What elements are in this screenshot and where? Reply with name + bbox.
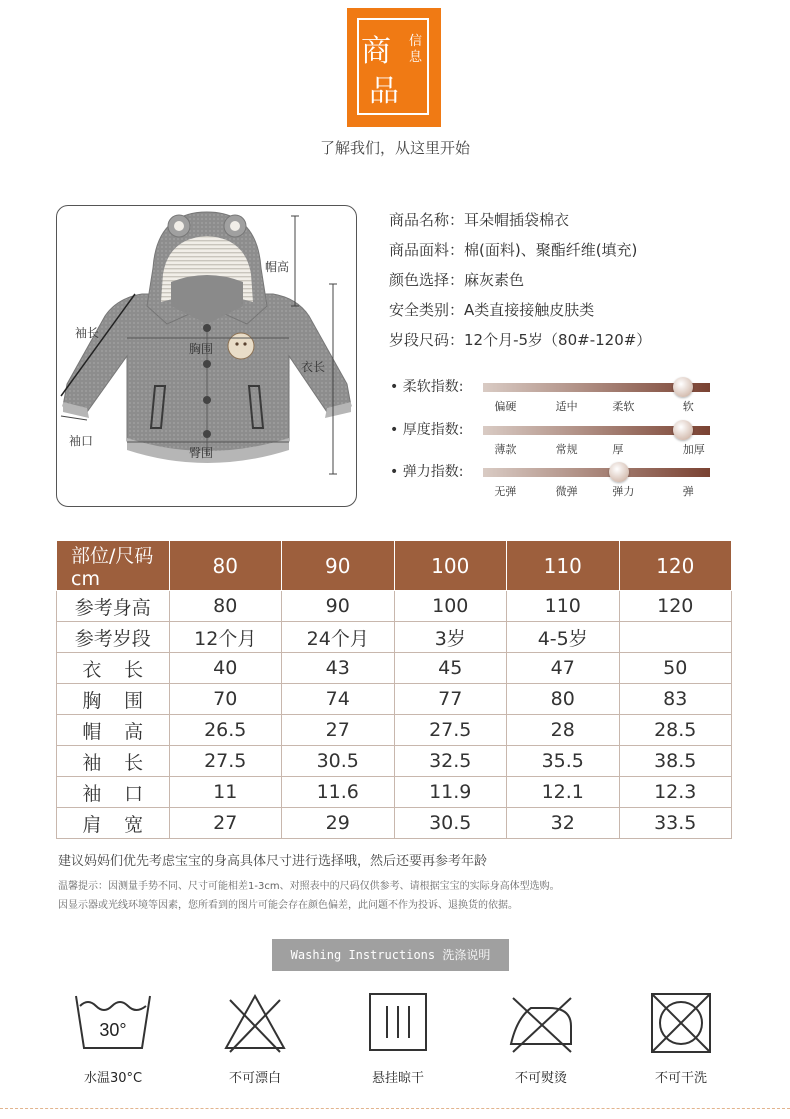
table-cell: 33.5 (619, 808, 732, 839)
badge-subtitle: 信息 (409, 34, 423, 65)
table-cell: 35.5 (507, 746, 620, 777)
table-row (57, 746, 732, 777)
label-body-length: 衣长 (301, 360, 326, 374)
index-tick-label: 无弹 (494, 485, 517, 498)
table-cell: 30.5 (394, 808, 507, 839)
row-label: 帽高 (57, 715, 170, 746)
table-row (57, 653, 732, 684)
header-cell: 部位/尺码cm (57, 541, 170, 591)
table-cell: 28.5 (619, 715, 732, 746)
info-color: 颜色选择：麻灰素色 (389, 271, 525, 289)
product-info-badge (347, 8, 441, 127)
size-advice: 建议妈妈们优先考虑宝宝的身高具体尺寸进行选择哦，然后还要再参考年龄 (58, 854, 488, 869)
table-cell: 24个月 (282, 622, 395, 653)
table-cell: 3岁 (394, 622, 507, 653)
info-name: 商品名称：耳朵帽插袋棉衣 (389, 211, 570, 229)
jacket-diagram (56, 205, 357, 507)
table-cell: 4-5岁 (507, 622, 620, 653)
bottom-divider (0, 1108, 790, 1109)
table-cell: 38.5 (619, 746, 732, 777)
no-iron-icon (505, 992, 577, 1058)
header-cell: 90 (282, 541, 395, 591)
table-cell: 12个月 (169, 622, 282, 653)
no-dry-clean-icon (650, 992, 712, 1058)
row-label: 参考身高 (57, 591, 170, 622)
row-label: 衣长 (57, 653, 170, 684)
index-tick-label: 加厚 (682, 443, 705, 456)
jacket-illustration (57, 206, 358, 508)
table-cell: 80 (169, 591, 282, 622)
wash-label-no-iron: 不可熨烫 (514, 1071, 567, 1086)
table-row (57, 622, 732, 653)
table-cell: 32.5 (394, 746, 507, 777)
index-tick-label: 弹 (682, 485, 694, 498)
washing-instructions-banner: Washing Instructions 洗涤说明 (272, 939, 509, 971)
table-cell: 83 (619, 684, 732, 715)
table-cell: 30.5 (282, 746, 395, 777)
table-cell: 110 (507, 591, 620, 622)
wash-label-no-bleach: 不可漂白 (228, 1071, 281, 1086)
header-cell: 110 (507, 541, 620, 591)
wash-label-temp: 水温30°C (83, 1071, 143, 1086)
index-label: • 厚度指数: (390, 422, 464, 438)
table-cell: 28 (507, 715, 620, 746)
table-cell (619, 622, 732, 653)
table-cell: 27 (282, 715, 395, 746)
index-tick-label: 微弹 (555, 485, 578, 498)
table-cell: 26.5 (169, 715, 282, 746)
tagline: 了解我们，从这里开始 (319, 139, 470, 157)
table-cell: 40 (169, 653, 282, 684)
info-size-range: 岁段尺码：12个月-5岁（80#-120#） (389, 331, 652, 349)
table-cell: 77 (394, 684, 507, 715)
hang-dry-icon (368, 992, 428, 1058)
no-bleach-icon (222, 992, 288, 1058)
wash-label-no-dry-clean: 不可干洗 (654, 1071, 707, 1086)
table-cell: 11.6 (282, 777, 395, 808)
info-fabric: 商品面料：棉(面料)、聚酯纤维(填充) (389, 241, 638, 259)
table-cell: 11 (169, 777, 282, 808)
table-row (57, 591, 732, 622)
table-row (57, 684, 732, 715)
index-label: • 弹力指数: (390, 464, 464, 480)
tip-color-difference: 因显示器或光线环境等因素，您所看到的图片可能会存在颜色偏差，此问题不作为投诉、退换货的依据。 (58, 900, 518, 911)
size-table-body (57, 591, 732, 839)
table-cell: 50 (619, 653, 732, 684)
table-cell: 100 (394, 591, 507, 622)
table-cell: 120 (619, 591, 732, 622)
index-track (483, 468, 710, 477)
table-row (57, 777, 732, 808)
wash-30-icon (72, 992, 154, 1058)
label-cuff: 袖口 (69, 434, 94, 448)
index-tick-label: 厚 (612, 443, 624, 456)
index-tick-label: 柔软 (612, 400, 635, 413)
info-safety: 安全类别：A类直接接触皮肤类 (389, 301, 595, 319)
header-cell: 100 (394, 541, 507, 591)
wash-label-hang-dry: 悬挂晾干 (371, 1071, 424, 1086)
table-cell: 70 (169, 684, 282, 715)
wash-temp: 30° (99, 1020, 127, 1040)
index-tick-label: 软 (682, 400, 694, 413)
table-cell: 90 (282, 591, 395, 622)
table-cell: 29 (282, 808, 395, 839)
table-cell: 45 (394, 653, 507, 684)
table-cell: 12.1 (507, 777, 620, 808)
table-cell: 27 (169, 808, 282, 839)
size-table (56, 540, 732, 839)
table-cell: 12.3 (619, 777, 732, 808)
row-label: 袖口 (57, 777, 170, 808)
label-chest: 胸围 (189, 342, 214, 356)
table-cell: 27.5 (169, 746, 282, 777)
row-label: 肩宽 (57, 808, 170, 839)
table-cell: 80 (507, 684, 620, 715)
badge-char-1: 商 (361, 34, 391, 69)
table-row (57, 715, 732, 746)
index-tick-label: 适中 (555, 400, 578, 413)
index-knob (609, 462, 629, 482)
index-tick-label: 偏硬 (494, 400, 517, 413)
badge-char-2: 品 (369, 74, 399, 109)
label-sleeve-length: 袖长 (75, 326, 100, 340)
header-cell: 80 (169, 541, 282, 591)
index-tick-label: 薄款 (494, 443, 517, 456)
row-label: 胸围 (57, 684, 170, 715)
label-hip: 臀围 (189, 446, 214, 460)
table-cell: 74 (282, 684, 395, 715)
row-label: 参考岁段 (57, 622, 170, 653)
index-tick-label: 弹力 (612, 485, 635, 498)
index-knob (673, 420, 693, 440)
index-tick-label: 常规 (555, 443, 578, 456)
table-row (57, 808, 732, 839)
row-label: 袖长 (57, 746, 170, 777)
table-cell: 27.5 (394, 715, 507, 746)
table-cell: 11.9 (394, 777, 507, 808)
table-cell: 32 (507, 808, 620, 839)
table-cell: 47 (507, 653, 620, 684)
table-cell: 43 (282, 653, 395, 684)
label-hat-height: 帽高 (265, 260, 290, 274)
index-label: • 柔软指数: (390, 379, 464, 395)
header-cell: 120 (619, 541, 732, 591)
size-table-header (57, 541, 732, 591)
tip-measurement: 温馨提示：因测量手势不同、尺寸可能相差1-3cm、对照表中的尺码仅供参考、请根据宝宝的实际身高体型选购。 (58, 881, 560, 892)
index-knob (673, 377, 693, 397)
